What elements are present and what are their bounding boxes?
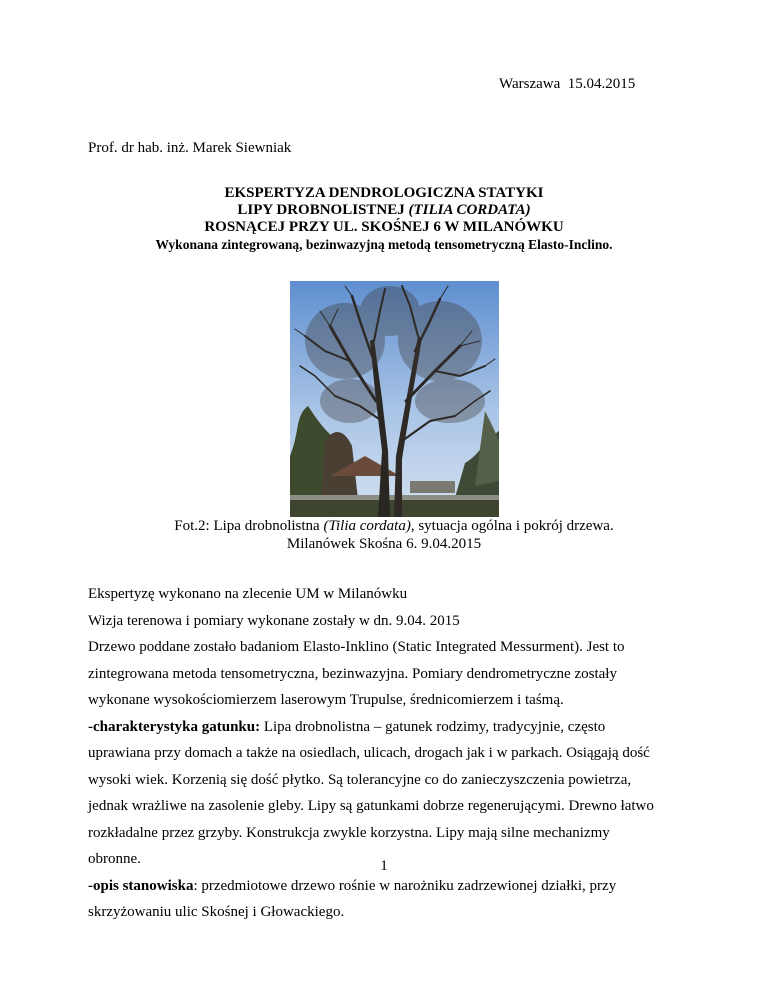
document-date: Warszawa 15.04.2015 [499, 76, 636, 92]
body-line: zintegrowana metoda tensometryczna, bezinwazyjna. Pomiary dendrometryczne zostały [88, 665, 617, 682]
body-line: rozkładalne przez grzyby. Konstrukcja zwykle korzystna. Lipy mają silne mechanizmy [88, 824, 610, 841]
caption-text: Fot.2: Lipa drobnolistna [174, 518, 324, 534]
title-line-2-text: LIPY DROBNOLISTNEJ [237, 202, 409, 218]
photo-caption-line-2: Milanówek Skośna 6. 9.04.2015 [286, 536, 482, 552]
body-line: jednak wrażliwe na zasolenie gleby. Lipy są gatunkami dobrze regenerującymi. Drewno łatwo [88, 798, 654, 814]
body-line-text: Lipa drobnolistna – gatunek rodzimy, tradycyjnie, często [260, 718, 606, 735]
site-description-line [88, 873, 688, 900]
body-line: wykonane wysokościomierzem laserowym Trupulse, średnicomierzem i taśmą. [88, 692, 564, 708]
title-line-3: ROSNĄCEJ PRZY UL. SKOŚNEJ 6 W MILANÓWKU [204, 219, 564, 235]
caption-latin-name: (Tilia cordata) [323, 518, 411, 534]
site-description-label: -opis stanowiska [88, 877, 194, 894]
title-subtitle: Wykonana zintegrowaną, bezinwazyjną metodą tensometryczną Elasto-Inclino. [155, 237, 613, 252]
page-number: 1 [380, 858, 388, 874]
body-line: Ekspertyzę wykonano na zlecenie UM w Milanówku [88, 586, 408, 602]
body-line: obronne. [88, 851, 141, 867]
species-characteristics-label: -charakterystyka gatunku: [88, 718, 261, 735]
title-latin-name: (TILIA CORDATA) [408, 202, 531, 218]
title-line-2 [0, 202, 768, 219]
body-line: uprawiana przy domach a także na osiedlach, ulicach, drogach jak i w parkach. Osiągają dość [88, 745, 650, 761]
photo-caption [0, 517, 768, 535]
tree-photo [290, 281, 499, 517]
body-line: Drzewo poddane zostało badaniom Elasto-Inklino (Static Integrated Messurment). Jest to [88, 639, 625, 655]
caption-text-end: , sytuacja ogólna i pokrój drzewa. [410, 518, 614, 534]
body-line: skrzyżowaniu ulic Skośnej i Głowackiego. [88, 904, 345, 920]
author-name: Prof. dr hab. inż. Marek Siewniak [88, 140, 292, 156]
body-line-text: : przedmiotowe drzewo rośnie w narożniku zadrzewionej działki, przy [193, 877, 617, 894]
body-line: Wizja terenowa i pomiary wykonane zostały w dn. 9.04. 2015 [88, 612, 460, 629]
title-line-1: EKSPERTYZA DENDROLOGICZNA STATYKI [224, 185, 544, 201]
species-characteristics-line [88, 714, 688, 741]
body-line: wysoki wiek. Korzenią się dość płytko. Są tolerancyjne co do zanieczyszczenia powietrza, [88, 771, 632, 788]
